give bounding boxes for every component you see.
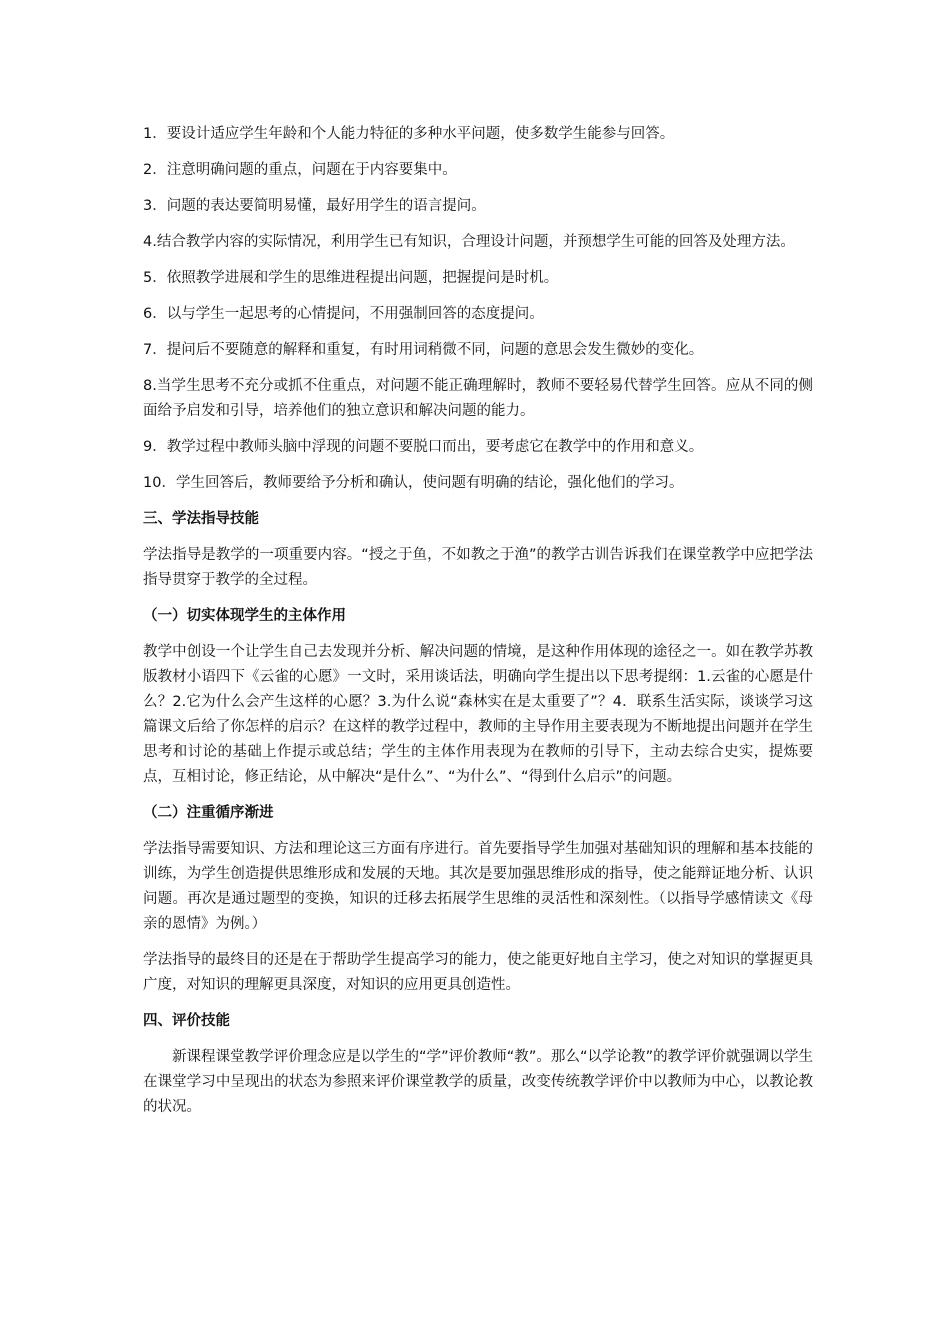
section-3-heading: 三、学法指导技能 bbox=[143, 511, 259, 527]
list-item-9: 9．教学过程中教师头脑中浮现的问题不要脱口而出，要考虑它在教学中的作用和意义。 bbox=[143, 439, 704, 455]
section-3-intro: 学法指导是教学的一项重要内容。“授之于鱼，不如教之于渔”的教学古训告诉我们在课堂教学中应把学法指导贯穿于教学的全过程。 bbox=[143, 547, 813, 588]
subsection-2-heading: （二）注重循序渐进 bbox=[143, 805, 274, 821]
list-item-1: 1．要设计适应学生年龄和个人能力特征的多种水平问题，使多数学生能参与回答。 bbox=[143, 126, 675, 142]
list-item-8: 8.当学生思考不充分或抓不住重点，对问题不能正确理解时，教师不要轻易代替学生回答。应从不同的侧面给予启发和引导，培养他们的独立意识和解决问题的能力。 bbox=[143, 378, 813, 419]
list-item-10: 10．学生回答后，教师要给予分析和确认，使问题有明确的结论，强化他们的学习。 bbox=[143, 475, 684, 491]
section-4-heading: 四、评价技能 bbox=[143, 1013, 230, 1029]
list-item-4: 4.结合教学内容的实际情况，利用学生已有知识，合理设计问题，并预想学生可能的回答及处理方法。 bbox=[143, 234, 795, 250]
list-item-2: 2．注意明确问题的重点，问题在于内容要集中。 bbox=[143, 162, 457, 178]
subsection-1-text: 教学中创设一个让学生自己去发现并分析、解决问题的情境，是这种作用体现的途径之一。如在教学苏教版教材小语四下《云雀的心愿》一文时，采用谈话法，明确向学生提出以下思考提纲：1.云雀的心愿是什么？2.它为什么会产生这样的心愿？3.为什么说“森林实在是太重要了”？4．联系生活实际，谈谈学习这篇课文后给了你怎样的启示？在这样的教学过程中，教师的主导作用主要表现为不断地提出问题并在学生思考和讨论的基础上作提示或总结；学生的主体作用表现为在教师的引导下，主动去综合史实，提炼要点，互相讨论，修正结论，从中解决“是什么”、“为什么”、“得到什么启示”的问题。 bbox=[143, 644, 813, 785]
document-page bbox=[143, 122, 813, 1131]
list-item-7: 7．提问后不要随意的解释和重复，有时用词稍微不同，问题的意思会发生微妙的变化。 bbox=[143, 342, 704, 358]
list-item-6: 6．以与学生一起思考的心情提问，不用强制回答的态度提问。 bbox=[143, 306, 544, 322]
subsection-2-text: 学法指导需要知识、方法和理论这三方面有序进行。首先要指导学生加强对基础知识的理解和基本技能的训练，为学生创造提供思维形成和发展的天地。其次是要加强思维形成的指导，使之能辩证地分析、认识问题。再次是通过题型的变换，知识的迁移去拓展学生思维的灵活性和深刻性。（以指导学感情读文《母亲的恩情》为例。） bbox=[143, 841, 813, 932]
section-4-text: 新课程课堂教学评价理念应是以学生的“学”评价教师“教”。那么“以学论教”的教学评价就强调以学生在课堂学习中呈现出的状态为参照来评价课堂教学的质量，改变传统教学评价中以教师为中心，以教论教的状况。 bbox=[143, 1049, 813, 1115]
subsection-1-heading: （一）切实体现学生的主体作用 bbox=[143, 608, 346, 624]
list-item-3: 3．问题的表达要简明易懂，最好用学生的语言提问。 bbox=[143, 198, 486, 214]
subsection-2-text-2: 学法指导的最终目的还是在于帮助学生提高学习的能力，使之能更好地自主学习，使之对知识的掌握更具广度，对知识的理解更具深度，对知识的应用更具创造性。 bbox=[143, 952, 813, 993]
list-item-5: 5．依照教学进展和学生的思维进程提出问题，把握提问是时机。 bbox=[143, 270, 559, 286]
